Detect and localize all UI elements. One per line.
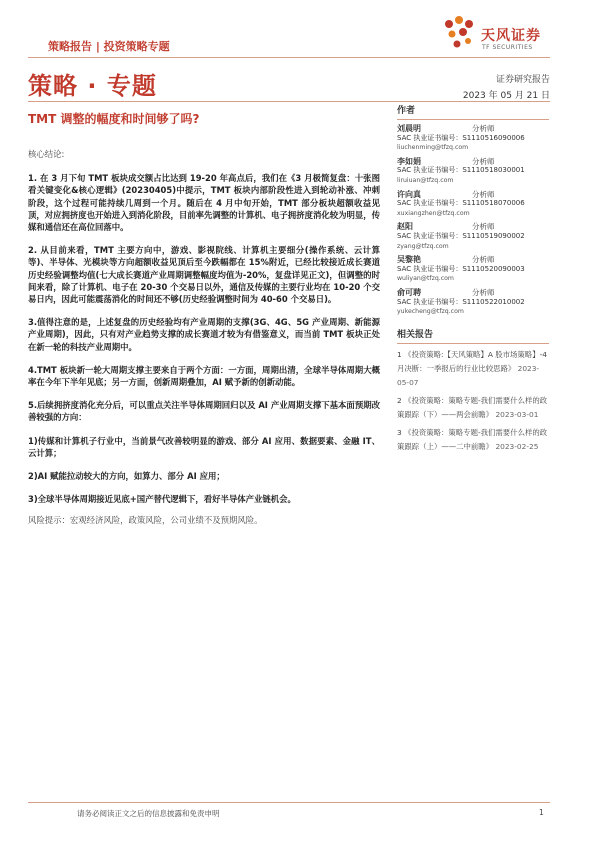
analyst-title: 分析师 xyxy=(472,255,495,265)
analyst-title: 分析师 xyxy=(472,124,495,133)
paragraph-1: 1. 在 3 月下旬 TMT 板块成交额占比达到 19-20 年高点后，我们在《3 月极简复盘：十张图看关键变化&核心逻辑》(20230405)中提示，TMT 板块内部阶段性进入到轮动补涨、冲刺阶段，这个过程可能持续几周到一个月。随后在 4 月中旬开始，TMT 部分板块超额收益见顶，对应拥挤度也开始进入到消化阶段，目前率先调整的计算机、电子拥挤度消化较为明显，传媒和通信还在高位回落中。 xyxy=(28,173,380,233)
analyst-entry xyxy=(397,222,549,251)
header-divider xyxy=(28,57,550,58)
analyst-sac: SAC 执业证书编号：S1110522010002 xyxy=(397,297,525,306)
main-body xyxy=(28,148,380,538)
related-report-title[interactable]: 3 《投资策略：策略专题-我们需要什么样的政策跟踪（上）——二中前瞻》 xyxy=(397,427,548,451)
analyst-sac: SAC 执业证书编号：S1110518070006 xyxy=(397,199,525,208)
analyst-entry xyxy=(397,190,549,219)
analyst-email[interactable]: liuchenming@tfzq.com xyxy=(397,144,469,152)
sub-point-1: 1)传媒和计算机子行业中，当前景气改善较明显的游戏、部分 AI 应用、数据要素、金融 IT、云计算； xyxy=(28,435,380,458)
authors-heading: 作者 xyxy=(397,103,549,120)
paragraph-5: 5.后续拥挤度消化充分后，可以重点关注半导体周期回归以及 AI 产业周期支撑下基本面预期改善较强的方向： xyxy=(28,400,380,423)
analyst-entry xyxy=(397,157,549,186)
footer-disclaimer: 请务必阅读正文之后的信息披露和免责申明 xyxy=(77,809,220,818)
analyst-email[interactable]: yukecheng@tfzq.com xyxy=(397,308,464,316)
analyst-name: 刘晨明 xyxy=(397,124,421,133)
analyst-title: 分析师 xyxy=(472,189,495,199)
brand-name-en: TF SECURITIES xyxy=(482,44,533,51)
analyst-name: 俞可聘 xyxy=(397,287,421,297)
analyst-email[interactable]: wuliyan@tfzq.com xyxy=(397,275,454,283)
analyst-email[interactable]: liruiuan@tfzq.com xyxy=(397,176,454,184)
analyst-sac: SAC 执业证书编号：S1110516090006 xyxy=(397,133,525,142)
analyst-sac: SAC 执业证书编号：S1110520090003 xyxy=(397,264,525,273)
related-reports-heading: 相关报告 xyxy=(397,327,549,344)
related-report-date: 2023-02-25 xyxy=(495,441,539,451)
risk-warning: 风险提示：宏观经济风险，政策风险，公司业绩不及预期风险。 xyxy=(28,515,263,526)
analyst-entry xyxy=(397,124,549,153)
paragraph-3: 3.值得注意的是，上述复盘的历史经验均有产业周期的支撑(3G、4G、5G 产业周期、新能源产业周期)，因此，只有对产业趋势支撑的成长赛道才较为有借鉴意义，而当前 TMT 板块正处在新一轮的科技产业周期中。 xyxy=(28,317,380,352)
report-headline: TMT 调整的幅度和时间够了吗? xyxy=(28,112,200,126)
brand-logo xyxy=(441,14,561,60)
page-number: 1 xyxy=(539,808,544,817)
related-report-title[interactable]: 2 《投资策略：策略专题-我们需要什么样的政策跟踪（下）——两会前瞻》 xyxy=(397,395,548,419)
paragraph-2: 2. 从目前来看，TMT 主要方向中，游戏、影视院线、计算机主要细分(操作系统、云计算等)、半导体、光模块等方向超额收益见顶后至今跌幅都在 15%附近，已经比较接近成长赛道历史经验调整均值(七大成长赛道产业周期调整幅度均值为-20%，复盘详见正文)，但调整的时间来看，除了计算机、电子在 20-30 个交易日以外，通信及传媒的主要行业均在 10-20 个交易日内，因此可能震荡消化的时间还不够(历史经验调整时间为 40-60 个交易日)。 xyxy=(28,245,380,305)
related-report-date: 2023-05-07 xyxy=(397,363,540,387)
title-divider xyxy=(28,101,550,102)
paragraph-4: 4.TMT 板块新一轮大周期支撑主要来自于两个方面：一方面，周期出清，全球半导体周期大概率在今年下半年见底；另一方面，创新周期叠加，AI 赋予新的创新动能。 xyxy=(28,364,380,388)
logo-mark-icon xyxy=(441,14,479,54)
sub-point-2: 2)AI 赋能拉动较大的方向，如算力、部分 AI 应用； xyxy=(28,471,225,482)
analyst-email[interactable]: xuxiangzhen@tfzq.com xyxy=(397,209,470,217)
analyst-name: 许向真 xyxy=(397,189,421,199)
analyst-name: 李如娟 xyxy=(397,156,421,166)
analyst-title: 分析师 xyxy=(472,222,495,232)
related-report-item[interactable] xyxy=(397,348,549,390)
analyst-entry xyxy=(397,288,549,317)
key-conclusion-label: 核心结论: xyxy=(28,149,65,159)
analyst-entry xyxy=(397,255,549,284)
page-title: 策略 · 专题 xyxy=(28,72,157,100)
related-report-item[interactable] xyxy=(397,394,549,422)
related-report-title[interactable]: 1 《投资策略:【天风策略】A 股市场策略】-4 月决断：一季报后的行业比较思路》 xyxy=(397,349,547,373)
analyst-name: 吴黎艳 xyxy=(397,255,421,265)
related-report-item[interactable] xyxy=(397,426,549,454)
footer-divider xyxy=(28,802,550,803)
analyst-title: 分析师 xyxy=(472,156,495,166)
document-date: 2023 年 05 月 21 日 xyxy=(462,91,550,101)
related-report-date: 2023-03-01 xyxy=(495,409,539,419)
analyst-email[interactable]: zyang@tfzq.com xyxy=(397,242,449,250)
sub-point-3: 3)全球半导体周期接近见底+国产替代逻辑下，看好半导体产业链机会。 xyxy=(28,494,296,505)
sidebar xyxy=(397,103,549,454)
analyst-name: 赵阳 xyxy=(397,222,413,232)
report-category: 策略报告 | 投资策略专题 xyxy=(48,40,170,53)
analyst-sac: SAC 执业证书编号：S1110518030001 xyxy=(397,166,525,175)
analyst-title: 分析师 xyxy=(472,287,495,297)
brand-name: 天风证券 xyxy=(481,28,541,44)
document-type: 证券研究报告 xyxy=(495,75,550,85)
analyst-sac: SAC 执业证书编号：S1110519090002 xyxy=(397,231,525,240)
